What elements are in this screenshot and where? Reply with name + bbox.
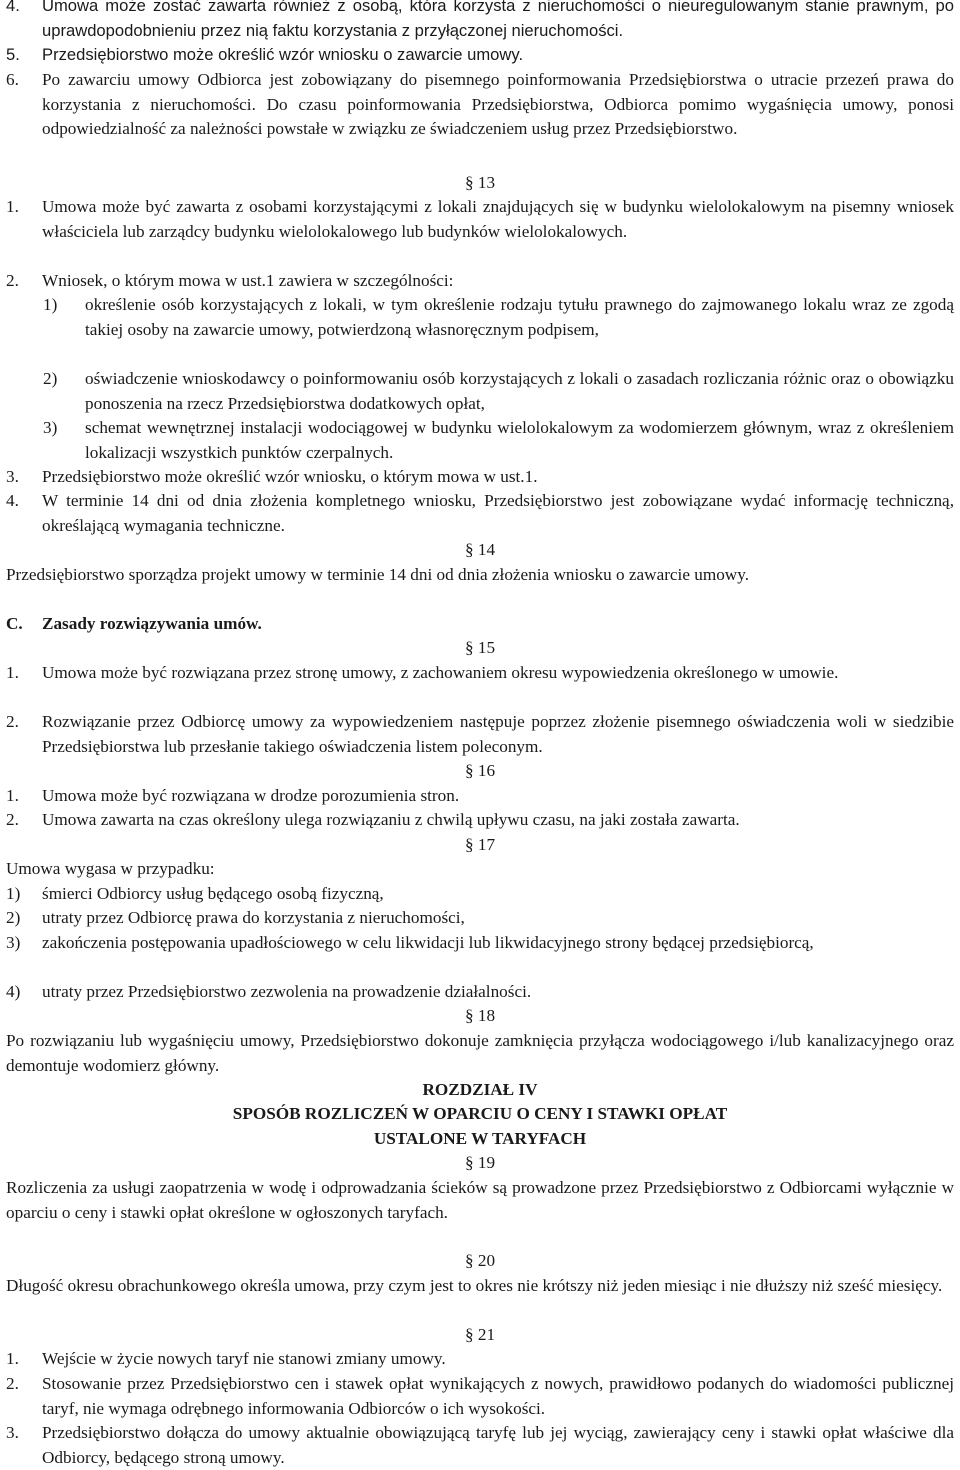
paragraph-17-intro: Umowa wygasa w przypadku: (6, 859, 215, 878)
paragraph-20: Długość okresu obrachunkowego określa umowa, przy czym jest to okres nie krótszy niż jeden miesiąc i nie dłuższy niż sześć miesięcy. (6, 1276, 943, 1295)
item-number: 6. (6, 70, 19, 89)
list-item-3 (6, 465, 954, 490)
item-text: W terminie 14 dni od dnia złożenia kompletnego wniosku, Przedsiębiorstwo jest zobowiązane wydać informację techniczną, określającą wymagania techniczne. (42, 491, 954, 535)
item-number: 1. (6, 197, 19, 216)
section-21-heading: § 21 (464, 1325, 496, 1344)
item-number: 2) (6, 908, 21, 927)
section-15-heading: § 15 (464, 638, 496, 657)
item-number: 1. (6, 1349, 19, 1368)
list-item-1 (6, 882, 954, 907)
sub-item-2 (6, 367, 954, 416)
list-item-1 (6, 784, 954, 809)
section-14-heading: § 14 (464, 540, 496, 559)
list-item-1 (6, 195, 954, 244)
item-text: zakończenia postępowania upadłościowego w celu likwidacji lub likwidacyjnego strony będącej przedsiębiorcą, (42, 933, 814, 952)
list-item-1 (6, 1347, 954, 1372)
item-number: 2. (6, 712, 19, 731)
paragraph-14: Przedsiębiorstwo sporządza projekt umowy w terminie 14 dni od dnia złożenia wniosku o zawarcie umowy. (6, 565, 749, 584)
item-text: Umowa może być rozwiązana przez stronę umowy, z zachowaniem okresu wypowiedzenia określonego w umowie. (42, 663, 839, 682)
item-text: Stosowanie przez Przedsiębiorstwo cen i stawek opłat wynikających z nowych, prawidłowo podanych do wiadomości publicznej taryf, nie wymaga odrębnego informowania Odbiorców o ich wysokości. (42, 1374, 954, 1418)
paragraph-19: Rozliczenia za usługi zaopatrzenia w wodę i odprowadzania ścieków są prowadzone przez Przedsiębiorstwo z Odbiorcami wyłącznie w oparciu o ceny i stawki opłat określone w ogłoszonych taryfach. (6, 1178, 954, 1222)
item-text: Umowa zawarta na czas określony ulega rozwiązaniu z chwilą upływu czasu, na jaki została zawarta. (42, 810, 740, 829)
sub-item-1 (6, 293, 954, 342)
item-text: Przedsiębiorstwo może określić wzór wniosku o zawarcie umowy. (42, 45, 524, 64)
list-item-4b (6, 489, 954, 538)
item-text: Wniosek, o którym mowa w ust.1 zawiera w szczególności: (42, 271, 454, 290)
item-text: schemat wewnętrznej instalacji wodociągowej w budynku wielolokalowym za wodomierzem głównym, wraz z określeniem lokalizacji wszystkich punktów czerpalnych. (85, 418, 954, 462)
item-number: 3. (6, 467, 19, 486)
item-text: Przedsiębiorstwo dołącza do umowy aktualnie obowiązującą taryfę lub jej wyciąg, zawierający ceny i stawki opłat właściwe dla Odbiorcy, będącego stroną umowy. (42, 1423, 954, 1467)
list-item-2 (6, 710, 954, 759)
heading-number: C. (6, 614, 23, 633)
item-number: 1. (6, 786, 19, 805)
item-number: 2. (6, 810, 19, 829)
section-13-heading: § 13 (464, 173, 496, 192)
list-item-2 (6, 1372, 954, 1421)
item-text: Przedsiębiorstwo może określić wzór wniosku, o którym mowa w ust.1. (42, 467, 538, 486)
item-number: 1. (6, 663, 19, 682)
list-item-3 (6, 1421, 954, 1470)
list-item-2 (6, 808, 954, 833)
item-text: Wejście w życie nowych taryf nie stanowi zmiany umowy. (42, 1349, 446, 1368)
item-number: 2. (6, 271, 19, 290)
item-number: 2. (6, 1374, 19, 1393)
list-item-4 (6, 0, 954, 43)
item-text: Rozwiązanie przez Odbiorcę umowy za wypowiedzeniem następuje poprzez złożenie pisemnego oświadczenia woli w siedzibie Przedsiębiorstwa lub przesłanie takiego oświadczenia listem poleconym. (42, 712, 954, 756)
item-number: 1) (43, 295, 58, 314)
section-16-heading: § 16 (464, 761, 496, 780)
list-item-5 (6, 43, 954, 68)
list-item-2 (6, 269, 954, 294)
item-text: utraty przez Przedsiębiorstwo zezwolenia na prowadzenie działalności. (42, 982, 532, 1001)
paragraph-18: Po rozwiązaniu lub wygaśnięciu umowy, Przedsiębiorstwo dokonuje zamknięcia przyłącza wodociągowego i/lub kanalizacyjnego oraz demontuje wodomierz główny. (6, 1031, 954, 1075)
section-18-heading: § 18 (464, 1006, 496, 1025)
item-number: 3. (6, 1423, 19, 1442)
item-text: Umowa może być rozwiązana w drodze porozumienia stron. (42, 786, 460, 805)
section-c-heading (6, 612, 954, 637)
item-number: 2) (43, 369, 58, 388)
item-number: 5. (6, 45, 20, 64)
item-text: Umowa może być zawarta z osobami korzystającymi z lokali znajdujących się w budynku wielolokalowym na pisemny wniosek właściciela lub zarządcy budynku wielolokalowego lub budynków wielolokalowych. (42, 197, 954, 241)
item-text: utraty przez Odbiorcę prawa do korzystania z nieruchomości, (42, 908, 465, 927)
list-item-4 (6, 980, 954, 1005)
heading-text: Zasady rozwiązywania umów. (42, 614, 262, 633)
chapter-number: ROZDZIAŁ IV (422, 1080, 538, 1099)
item-number: 3) (6, 933, 21, 952)
section-17-heading: § 17 (464, 835, 496, 854)
section-20-heading: § 20 (464, 1251, 496, 1270)
item-text: określenie osób korzystających z lokali, w tym określenie rodzaju tytułu prawnego do zajmowanego lokalu wraz ze zgodą takiej osoby na zawarcie umowy, potwierdzoną własnoręcznym podpisem, (85, 295, 954, 339)
item-text: śmierci Odbiorcy usług będącego osobą fizyczną, (42, 884, 384, 903)
item-number: 4. (6, 491, 19, 510)
item-number: 4. (6, 0, 20, 15)
list-item-3 (6, 931, 954, 956)
item-text: Umowa może zostać zawarta również z osobą, która korzysta z nieruchomości o nieuregulowanym stanie prawnym, po uprawdopodobnieniu przez nią faktu korzystania z przyłączonej nieruchomości. (42, 0, 954, 40)
sub-item-3 (6, 416, 954, 465)
chapter-title-line-2: USTALONE W TARYFACH (373, 1129, 587, 1148)
item-number: 1) (6, 884, 21, 903)
list-item-2 (6, 906, 954, 931)
list-item-6 (6, 68, 954, 142)
item-text: Po zawarciu umowy Odbiorca jest zobowiązany do pisemnego poinformowania Przedsiębiorstwa o utracie przezeń prawa do korzystania z nieruchomości. Do czasu poinformowania Przedsiębiorstwa, Odbiorca pomimo wygaśnięcia umowy, ponosi odpowiedzialność za należności powstałe w związku ze świadczeniem usług przez Przedsiębiorstwo. (42, 70, 954, 139)
item-number: 3) (43, 418, 58, 437)
list-item-1 (6, 661, 954, 686)
item-text: oświadczenie wnioskodawcy o poinformowaniu osób korzystających z lokali o zasadach rozliczania różnic oraz o obowiązku ponoszenia na rzecz Przedsiębiorstwa dodatkowych opłat, (85, 369, 954, 413)
item-number: 4) (6, 982, 21, 1001)
chapter-title-line-1: SPOSÓB ROZLICZEŃ W OPARCIU O CENY I STAWKI OPŁAT (232, 1104, 728, 1123)
section-19-heading: § 19 (464, 1153, 496, 1172)
